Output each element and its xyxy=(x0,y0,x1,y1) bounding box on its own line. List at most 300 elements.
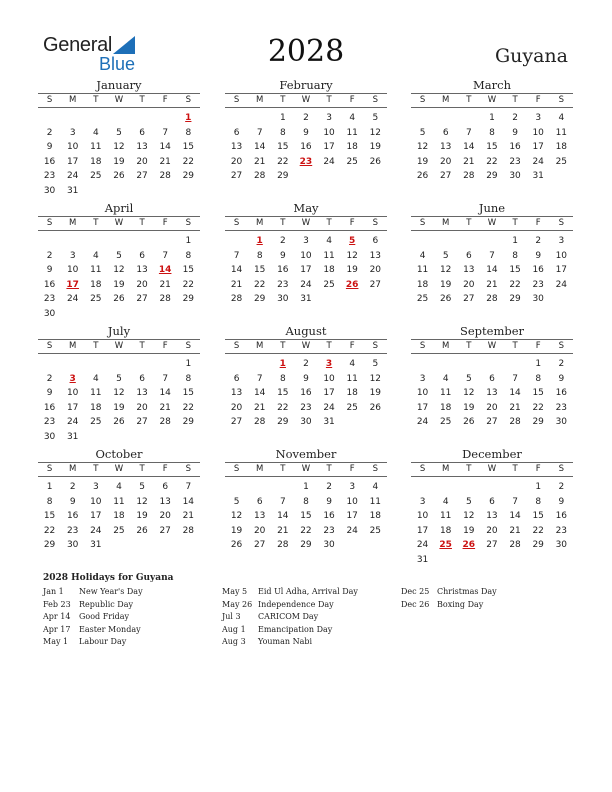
day: 9 xyxy=(558,496,565,507)
month-april xyxy=(38,201,200,322)
day: 21 xyxy=(509,525,521,536)
day: 18 xyxy=(369,511,382,522)
day: 7 xyxy=(512,373,518,384)
holiday-name: Republic Day xyxy=(79,599,133,609)
holiday-date: Aug 3 xyxy=(222,637,246,646)
day: 12 xyxy=(369,373,382,384)
day: 10 xyxy=(66,142,79,153)
holiday-date: May 5 xyxy=(222,587,248,596)
blank-day xyxy=(457,357,480,372)
month-june xyxy=(411,201,573,307)
day: 21 xyxy=(182,511,195,522)
day: 17 xyxy=(300,265,312,276)
blank-day xyxy=(434,234,457,249)
day: 11 xyxy=(346,373,358,384)
day: 17 xyxy=(532,142,544,153)
day: 13 xyxy=(439,142,452,153)
day: 30 xyxy=(43,308,56,319)
weekday-header xyxy=(38,339,200,354)
holiday-name: Youman Nabi xyxy=(258,637,313,646)
month-march xyxy=(411,78,573,184)
day: 10 xyxy=(66,265,79,276)
day: 2 xyxy=(279,236,286,246)
day: 8 xyxy=(303,496,309,507)
weekday-label: W xyxy=(487,95,497,105)
weekday-label: M xyxy=(256,464,264,474)
day: 20 xyxy=(369,265,382,276)
day: 8 xyxy=(185,250,192,261)
day: 14 xyxy=(159,388,171,399)
weekday-label: T xyxy=(139,95,145,105)
day: 21 xyxy=(159,156,171,167)
blank-day xyxy=(480,234,503,249)
day: 23 xyxy=(66,525,79,536)
weekday-label: S xyxy=(185,95,192,105)
day: 25 xyxy=(346,156,358,167)
weekday-label: T xyxy=(466,341,472,351)
weekday-label: S xyxy=(419,218,426,228)
holiday-item xyxy=(222,586,401,599)
weekday-label: W xyxy=(487,464,497,474)
day: 9 xyxy=(279,250,286,261)
blank-day xyxy=(38,234,61,249)
day: 1 xyxy=(185,236,192,246)
day: 9 xyxy=(46,265,53,276)
day: 11 xyxy=(90,142,102,153)
weekday-label: M xyxy=(69,341,77,351)
day: 9 xyxy=(69,496,76,507)
holiday-item xyxy=(222,624,401,637)
day: 24 xyxy=(66,171,79,182)
day: 24 xyxy=(300,279,312,290)
day: 13 xyxy=(486,388,498,399)
day: 15 xyxy=(300,511,312,522)
day-grid xyxy=(225,480,387,553)
holiday-name: Labour Day xyxy=(79,637,127,646)
day: 13 xyxy=(230,142,243,153)
day: 23 xyxy=(43,417,56,428)
day: 15 xyxy=(43,511,56,522)
holiday-day: 14 xyxy=(158,265,172,276)
holiday-name: New Year's Day xyxy=(79,587,143,596)
day: 16 xyxy=(43,279,56,290)
holiday-name: Eid Ul Adha, Arrival Day xyxy=(258,587,358,596)
holiday-item xyxy=(43,624,222,637)
day: 20 xyxy=(486,402,498,413)
holiday-date: Jul 3 xyxy=(222,612,241,621)
day: 5 xyxy=(442,250,449,261)
day: 18 xyxy=(439,525,452,536)
day: 14 xyxy=(182,496,195,507)
day: 12 xyxy=(230,511,243,522)
weekday-header xyxy=(225,93,387,108)
holiday-list xyxy=(43,573,583,649)
day: 26 xyxy=(369,402,382,413)
day: 8 xyxy=(256,250,263,261)
month-name: February xyxy=(279,78,333,92)
day: 6 xyxy=(233,373,240,384)
day: 17 xyxy=(66,402,79,413)
day: 8 xyxy=(489,127,495,138)
weekday-label: S xyxy=(558,464,565,474)
holiday-date: Dec 26 xyxy=(401,599,430,609)
holiday-columns xyxy=(43,586,583,649)
day: 13 xyxy=(159,496,171,507)
day: 13 xyxy=(253,511,266,522)
holiday-item xyxy=(43,611,222,624)
weekday-label: T xyxy=(326,464,332,474)
day: 22 xyxy=(486,156,498,167)
holiday-day: 26 xyxy=(345,279,359,290)
day: 7 xyxy=(279,496,286,507)
day: 19 xyxy=(113,402,125,413)
blank-day xyxy=(225,357,248,372)
blank-day xyxy=(131,111,154,126)
day: 21 xyxy=(509,402,521,413)
weekday-label: W xyxy=(301,218,311,228)
day: 14 xyxy=(159,142,171,153)
weekday-header xyxy=(38,93,200,108)
weekday-label: M xyxy=(256,218,264,228)
day: 24 xyxy=(66,294,79,305)
holiday-item xyxy=(222,611,401,624)
day: 13 xyxy=(136,142,148,153)
day: 30 xyxy=(532,294,544,305)
weekday-label: S xyxy=(233,464,240,474)
holiday-day: 23 xyxy=(299,156,313,167)
day: 14 xyxy=(230,265,243,276)
weekday-label: F xyxy=(349,341,355,351)
holiday-item xyxy=(43,599,222,612)
day: 19 xyxy=(369,388,382,399)
blank-day xyxy=(434,111,457,126)
weekday-label: S xyxy=(372,341,379,351)
day: 27 xyxy=(439,171,452,182)
weekday-label: W xyxy=(114,464,124,474)
day: 4 xyxy=(349,359,356,369)
weekday-label: T xyxy=(93,464,99,474)
weekday-label: S xyxy=(233,341,240,351)
day: 20 xyxy=(159,511,171,522)
day: 20 xyxy=(230,156,243,167)
month-name: March xyxy=(473,78,511,92)
day: 1 xyxy=(185,359,192,369)
day: 7 xyxy=(489,250,495,261)
day: 9 xyxy=(303,127,309,138)
day: 14 xyxy=(253,388,266,399)
weekday-label: F xyxy=(349,218,355,228)
day: 21 xyxy=(277,525,289,536)
weekday-header xyxy=(225,339,387,354)
weekday-label: F xyxy=(162,341,168,351)
day: 14 xyxy=(277,511,289,522)
holiday-date: May 26 xyxy=(222,599,253,609)
day: 2 xyxy=(46,373,53,384)
blank-day xyxy=(248,480,271,495)
day: 25 xyxy=(90,417,102,428)
day: 18 xyxy=(346,388,358,399)
day: 9 xyxy=(558,373,565,384)
day: 15 xyxy=(277,142,289,153)
weekday-label: S xyxy=(46,218,53,228)
day: 30 xyxy=(323,540,335,551)
day: 28 xyxy=(159,417,171,428)
day: 27 xyxy=(136,294,148,305)
day: 31 xyxy=(66,431,79,442)
day: 28 xyxy=(463,171,475,182)
day: 17 xyxy=(416,402,429,413)
day: 4 xyxy=(116,482,122,492)
weekday-label: T xyxy=(512,464,518,474)
day: 7 xyxy=(465,127,472,138)
holiday-day: 3 xyxy=(325,359,333,369)
day: 7 xyxy=(233,250,240,261)
blank-day xyxy=(84,111,107,126)
blank-day xyxy=(480,357,503,372)
holiday-column xyxy=(401,586,580,649)
holiday-name: Boxing Day xyxy=(437,599,484,609)
day: 12 xyxy=(113,265,125,276)
day: 16 xyxy=(509,142,521,153)
day: 9 xyxy=(535,250,542,261)
day: 5 xyxy=(139,482,145,492)
day: 4 xyxy=(442,373,449,384)
day: 8 xyxy=(535,496,542,507)
day: 19 xyxy=(113,279,125,290)
weekday-label: T xyxy=(466,95,472,105)
day: 19 xyxy=(346,265,358,276)
day: 27 xyxy=(369,279,382,290)
day: 19 xyxy=(230,525,243,536)
day: 19 xyxy=(416,156,429,167)
blank-day xyxy=(411,357,434,372)
weekday-header xyxy=(225,216,387,231)
weekday-label: S xyxy=(558,95,565,105)
day: 12 xyxy=(136,496,148,507)
weekday-label: T xyxy=(139,341,145,351)
day: 11 xyxy=(555,127,568,138)
blank-day xyxy=(411,234,434,249)
day-grid xyxy=(38,357,200,445)
day: 30 xyxy=(66,540,79,551)
day: 25 xyxy=(439,417,452,428)
day: 8 xyxy=(185,127,192,138)
blank-day xyxy=(504,357,527,372)
day: 14 xyxy=(486,265,498,276)
day: 10 xyxy=(346,496,358,507)
day: 22 xyxy=(277,156,289,167)
month-july xyxy=(38,324,200,445)
day: 20 xyxy=(439,156,452,167)
blank-day xyxy=(61,111,84,126)
weekday-label: T xyxy=(466,464,472,474)
day: 15 xyxy=(182,142,195,153)
day: 30 xyxy=(555,540,568,551)
day-grid xyxy=(411,234,573,307)
weekday-header xyxy=(38,462,200,477)
day: 18 xyxy=(90,279,102,290)
blank-day xyxy=(411,111,434,126)
country-name: Guyana xyxy=(494,45,568,67)
blank-day xyxy=(225,480,248,495)
day: 3 xyxy=(558,236,565,246)
month-name: August xyxy=(285,324,327,338)
holiday-day: 1 xyxy=(256,236,263,246)
day: 26 xyxy=(439,294,452,305)
day: 2 xyxy=(69,482,76,492)
day: 2 xyxy=(303,113,309,123)
day: 29 xyxy=(277,417,289,428)
day: 10 xyxy=(555,250,568,261)
month-name: July xyxy=(107,324,131,338)
day: 5 xyxy=(465,373,472,384)
day: 4 xyxy=(92,250,99,261)
day: 27 xyxy=(463,294,475,305)
day: 15 xyxy=(253,265,266,276)
day-grid xyxy=(225,357,387,430)
day: 7 xyxy=(185,482,192,492)
day: 2 xyxy=(512,113,518,123)
weekday-label: T xyxy=(512,218,518,228)
weekday-label: M xyxy=(69,218,77,228)
day: 25 xyxy=(323,279,335,290)
day: 11 xyxy=(346,127,358,138)
month-may xyxy=(225,201,387,307)
weekday-label: T xyxy=(280,341,286,351)
day: 10 xyxy=(66,388,79,399)
day: 25 xyxy=(555,156,568,167)
day: 15 xyxy=(182,388,195,399)
day: 28 xyxy=(509,417,521,428)
day: 22 xyxy=(182,279,195,290)
holiday-date: Aug 1 xyxy=(222,624,246,634)
holiday-date: Feb 23 xyxy=(43,599,71,609)
holiday-day: 17 xyxy=(66,279,79,290)
day: 9 xyxy=(326,496,332,507)
day: 3 xyxy=(326,113,332,123)
day: 26 xyxy=(463,417,475,428)
blank-day xyxy=(107,234,130,249)
day: 16 xyxy=(555,511,568,522)
blank-day xyxy=(457,111,480,126)
month-september xyxy=(411,324,573,430)
weekday-label: F xyxy=(535,464,541,474)
day: 27 xyxy=(136,171,148,182)
day: 3 xyxy=(419,496,426,507)
weekday-label: T xyxy=(326,341,332,351)
weekday-label: W xyxy=(301,341,311,351)
day: 11 xyxy=(90,265,102,276)
day: 1 xyxy=(303,482,309,492)
day: 18 xyxy=(439,402,452,413)
day: 26 xyxy=(416,171,429,182)
day: 27 xyxy=(486,540,498,551)
weekday-label: F xyxy=(162,95,168,105)
weekday-label: F xyxy=(535,95,541,105)
day: 17 xyxy=(555,265,568,276)
day: 23 xyxy=(509,156,521,167)
weekday-label: M xyxy=(256,341,264,351)
weekday-label: S xyxy=(558,341,565,351)
day: 20 xyxy=(463,279,475,290)
weekday-label: T xyxy=(93,95,99,105)
day: 26 xyxy=(113,294,125,305)
month-august xyxy=(225,324,387,430)
day: 25 xyxy=(369,525,382,536)
weekday-label: F xyxy=(349,464,355,474)
blank-day xyxy=(84,357,107,372)
day: 4 xyxy=(419,250,426,261)
day: 22 xyxy=(532,402,544,413)
holiday-item xyxy=(43,586,222,599)
day: 29 xyxy=(43,540,56,551)
weekday-label: W xyxy=(114,218,124,228)
day: 2 xyxy=(46,127,53,138)
holiday-date: Apr 17 xyxy=(43,624,71,634)
day: 10 xyxy=(323,127,335,138)
day: 22 xyxy=(253,279,266,290)
weekday-label: T xyxy=(512,341,518,351)
weekday-label: T xyxy=(512,95,518,105)
holiday-name: Good Friday xyxy=(79,612,130,621)
day: 26 xyxy=(136,525,148,536)
blank-day xyxy=(225,111,248,126)
day: 27 xyxy=(159,525,171,536)
day: 4 xyxy=(558,113,565,123)
weekday-label: M xyxy=(442,341,450,351)
day: 29 xyxy=(532,417,544,428)
weekday-label: T xyxy=(326,95,332,105)
blank-day xyxy=(131,357,154,372)
day: 23 xyxy=(43,294,56,305)
weekday-label: S xyxy=(419,464,426,474)
blank-day xyxy=(61,234,84,249)
holiday-day: 3 xyxy=(69,373,76,384)
day: 24 xyxy=(66,417,79,428)
weekday-label: F xyxy=(535,218,541,228)
day: 10 xyxy=(300,250,312,261)
day: 26 xyxy=(113,171,125,182)
day: 2 xyxy=(303,359,309,369)
day: 21 xyxy=(253,402,266,413)
day: 13 xyxy=(369,250,382,261)
day: 18 xyxy=(90,156,102,167)
weekday-label: S xyxy=(419,95,426,105)
blank-day xyxy=(84,234,107,249)
day: 9 xyxy=(46,142,53,153)
day: 17 xyxy=(346,511,358,522)
day: 19 xyxy=(439,279,452,290)
day: 31 xyxy=(90,540,102,551)
day: 15 xyxy=(532,511,544,522)
day: 23 xyxy=(555,402,568,413)
holiday-column xyxy=(222,586,401,649)
month-name: November xyxy=(275,447,337,461)
holiday-name: Independence Day xyxy=(258,599,334,609)
weekday-label: M xyxy=(69,464,77,474)
holiday-item xyxy=(222,636,401,649)
day: 13 xyxy=(486,511,498,522)
calendar-header xyxy=(0,30,612,78)
day: 19 xyxy=(136,511,148,522)
weekday-label: M xyxy=(69,95,77,105)
day: 6 xyxy=(465,250,472,261)
day: 11 xyxy=(113,496,125,507)
weekday-label: T xyxy=(280,218,286,228)
day: 24 xyxy=(416,540,429,551)
day: 28 xyxy=(277,540,289,551)
day: 10 xyxy=(532,127,544,138)
